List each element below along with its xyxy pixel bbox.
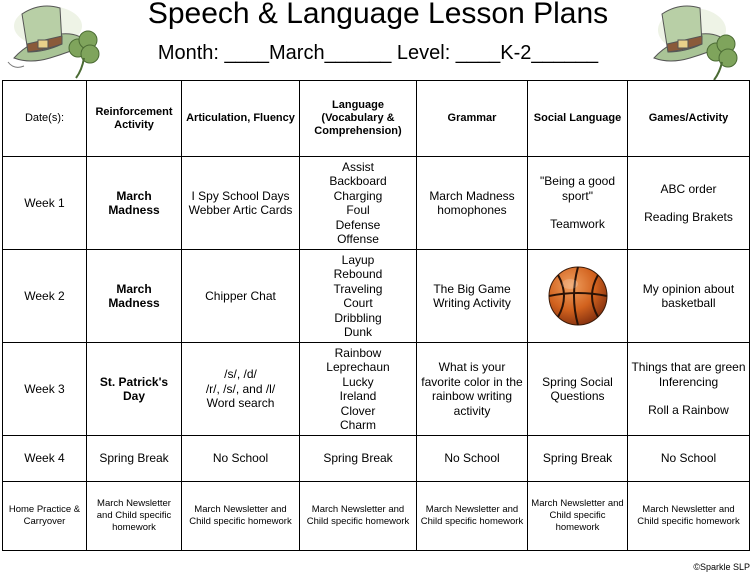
table-row-week-4 xyxy=(3,436,750,482)
week-2-date: Week 2 xyxy=(3,250,87,343)
vocab-word: Ireland xyxy=(339,389,377,403)
week-3-articulation xyxy=(182,343,300,436)
social-item: Teamwork xyxy=(550,217,605,232)
vocab-word: Defense xyxy=(335,217,381,232)
vocab-word: Lucky xyxy=(342,374,374,389)
vocab-word: Foul xyxy=(346,203,370,217)
table-row-week-1 xyxy=(3,157,750,250)
artic-item: /s/, /d/ xyxy=(224,367,257,382)
week-3-date: Week 3 xyxy=(3,343,87,436)
copyright-text: ©Sparkle SLP xyxy=(693,562,750,572)
games-item: ABC order xyxy=(660,181,717,196)
week-1-language xyxy=(300,157,417,250)
col-header-language: Language (Vocabulary & Comprehension) xyxy=(300,81,417,157)
table-row-home-practice xyxy=(3,482,750,551)
col-header-dates: Date(s): xyxy=(3,81,87,157)
week-2-grammar: The Big Game Writing Activity xyxy=(417,250,528,343)
home-practice-label: Home Practice & Carryover xyxy=(3,482,87,551)
page-title: Speech & Language Lesson Plans xyxy=(147,0,609,30)
home-practice-cell: March Newsletter and Child specific homework xyxy=(87,482,182,551)
table-row-week-2 xyxy=(3,250,750,343)
home-practice-cell: March Newsletter and Child specific homework xyxy=(628,482,750,551)
week-1-games xyxy=(628,157,750,250)
week-2-games: My opinion about basketball xyxy=(628,250,750,343)
week-1-reinforcement: March Madness xyxy=(87,157,182,250)
week-4-date: Week 4 xyxy=(3,436,87,482)
artic-item: /r/, /s/, and /l/ xyxy=(205,381,276,396)
week-3-language xyxy=(300,343,417,436)
vocab-word: Assist xyxy=(341,159,374,174)
week-3-games xyxy=(628,343,750,436)
basketball-icon xyxy=(546,264,610,328)
vocab-word: Clover xyxy=(340,403,376,418)
home-practice-cell: March Newsletter and Child specific homework xyxy=(417,482,528,551)
week-1-social-language xyxy=(528,157,628,250)
week-2-language xyxy=(300,250,417,343)
week-1-grammar: March Madness homophones xyxy=(417,157,528,250)
vocab-word: Charm xyxy=(339,418,376,432)
home-practice-cell: March Newsletter and Child specific homework xyxy=(528,482,628,551)
header-row xyxy=(3,81,750,157)
home-practice-cell: March Newsletter and Child specific homework xyxy=(182,482,300,551)
vocab-word: Backboard xyxy=(329,174,387,188)
week-4-social-language: Spring Break xyxy=(528,436,628,482)
col-header-grammar: Grammar xyxy=(417,81,528,157)
week-4-reinforcement: Spring Break xyxy=(87,436,182,482)
games-item: Reading Brakets xyxy=(644,210,733,224)
vocab-word: Offense xyxy=(337,232,379,246)
vocab-word: Layup xyxy=(341,252,375,267)
vocab-word: Leprechaun xyxy=(326,360,390,374)
artic-item: Word search xyxy=(206,396,275,411)
col-header-social-language: Social Language xyxy=(528,81,628,157)
table-row-week-3 xyxy=(3,343,750,436)
vocab-word: Rebound xyxy=(333,267,383,281)
week-4-games: No School xyxy=(628,436,750,482)
vocab-word: Rainbow xyxy=(334,345,382,360)
col-header-games: Games/Activity xyxy=(628,81,750,157)
games-item: Things that are green Inferencing xyxy=(631,360,746,389)
week-4-articulation: No School xyxy=(182,436,300,482)
week-2-reinforcement: March Madness xyxy=(87,250,182,343)
month-level-line: Month: ____March______ Level: ____K-2______ xyxy=(157,42,599,64)
vocab-word: Dribbling xyxy=(334,310,382,325)
home-practice-cell: March Newsletter and Child specific homework xyxy=(300,482,417,551)
social-item: "Being a good sport" xyxy=(540,174,615,203)
week-3-grammar: What is your favorite color in the rainbow writing activity xyxy=(417,343,528,436)
week-3-reinforcement: St. Patrick's Day xyxy=(87,343,182,436)
vocab-word: Dunk xyxy=(343,325,372,339)
week-4-language: Spring Break xyxy=(300,436,417,482)
vocab-word: Traveling xyxy=(333,281,383,296)
col-header-reinforcement: Reinforcement Activity xyxy=(87,81,182,157)
vocab-word: Court xyxy=(343,296,373,310)
games-item: Roll a Rainbow xyxy=(648,403,729,418)
week-1-articulation: I Spy School Days Webber Artic Cards xyxy=(182,157,300,250)
vocab-word: Charging xyxy=(333,188,383,203)
col-header-articulation: Articulation, Fluency xyxy=(182,81,300,157)
week-4-grammar: No School xyxy=(417,436,528,482)
week-2-social-language xyxy=(528,250,628,343)
week-3-social-language: Spring Social Questions xyxy=(528,343,628,436)
week-2-articulation: Chipper Chat xyxy=(182,250,300,343)
lesson-plan-table xyxy=(2,80,750,551)
week-1-date: Week 1 xyxy=(3,157,87,250)
